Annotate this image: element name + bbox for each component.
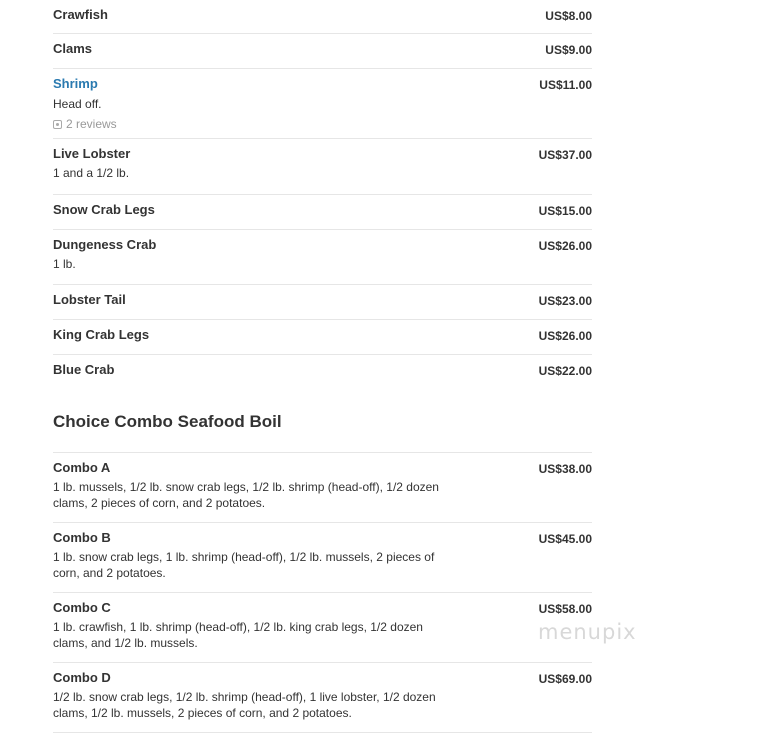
menu-item-combo-d <box>53 663 592 733</box>
menu-item-lobster-tail <box>53 285 592 320</box>
item-description: 1 and a 1/2 lb. <box>53 166 130 180</box>
item-name: Combo B <box>53 530 111 545</box>
item-description: Head off. <box>53 97 102 111</box>
item-price: US$8.00 <box>545 9 592 23</box>
item-price: US$22.00 <box>538 364 592 378</box>
menu-item-shrimp <box>53 69 592 139</box>
item-price: US$15.00 <box>538 204 592 218</box>
menu-item-combo-b <box>53 523 592 593</box>
item-price: US$11.00 <box>539 78 592 92</box>
menu-item-combo-c <box>53 593 592 663</box>
item-price: US$37.00 <box>538 148 592 162</box>
menu-item-clams <box>53 34 592 69</box>
item-description: 1/2 lb. snow crab legs, 1/2 lb. shrimp (head-off), 1 live lobster, 1/2 dozen clams, 1/2 lb. mussels, 2 pieces of corn, and 2 potatoes. <box>53 690 436 720</box>
item-name: Live Lobster <box>53 146 131 161</box>
item-reviews-link[interactable] <box>53 117 592 132</box>
item-price: US$9.00 <box>545 43 592 57</box>
menu-item-dungeness-crab <box>53 230 592 285</box>
section-header <box>53 388 592 453</box>
item-name: Snow Crab Legs <box>53 202 155 217</box>
item-name: Combo C <box>53 600 111 615</box>
item-description: 1 lb. mussels, 1/2 lb. snow crab legs, 1/2 lb. shrimp (head-off), 1/2 dozen clams, 2 pieces of corn, and 2 potatoes. <box>53 480 439 510</box>
menupix-watermark: menupix <box>538 620 637 644</box>
section-title: Choice Combo Seafood Boil <box>53 412 282 431</box>
item-price: US$45.00 <box>538 532 592 546</box>
menu-item-king-crab-legs <box>53 320 592 355</box>
item-name: Combo A <box>53 460 111 475</box>
item-price: US$38.00 <box>538 462 592 476</box>
item-price: US$26.00 <box>538 239 592 253</box>
item-name: Dungeness Crab <box>53 237 157 252</box>
item-price: US$58.00 <box>538 602 592 616</box>
item-name-link[interactable]: Shrimp <box>53 76 98 91</box>
item-description: 1 lb. <box>53 257 76 271</box>
item-name: King Crab Legs <box>53 327 150 342</box>
item-price: US$26.00 <box>538 329 592 343</box>
menu-list <box>53 0 592 733</box>
item-name: Crawfish <box>53 7 108 22</box>
item-description: 1 lb. snow crab legs, 1 lb. shrimp (head-off), 1/2 lb. mussels, 2 pieces of corn, and 2 potatoes. <box>53 550 435 580</box>
item-name: Clams <box>53 41 93 56</box>
menu-item-crawfish <box>53 0 592 34</box>
item-description: 1 lb. crawfish, 1 lb. shrimp (head-off), 1/2 lb. king crab legs, 1/2 dozen clams, and 1/2 lb. mussels. <box>53 620 423 650</box>
item-name: Blue Crab <box>53 362 115 377</box>
review-icon <box>53 120 62 129</box>
menu-item-combo-a <box>53 453 592 523</box>
menu-item-live-lobster <box>53 139 592 195</box>
item-name: Combo D <box>53 670 111 685</box>
item-price: US$23.00 <box>538 294 592 308</box>
item-name: Lobster Tail <box>53 292 126 307</box>
item-price: US$69.00 <box>538 672 592 686</box>
menu-item-snow-crab-legs <box>53 195 592 230</box>
reviews-count: 2 reviews <box>66 116 117 131</box>
menu-item-blue-crab <box>53 355 592 388</box>
